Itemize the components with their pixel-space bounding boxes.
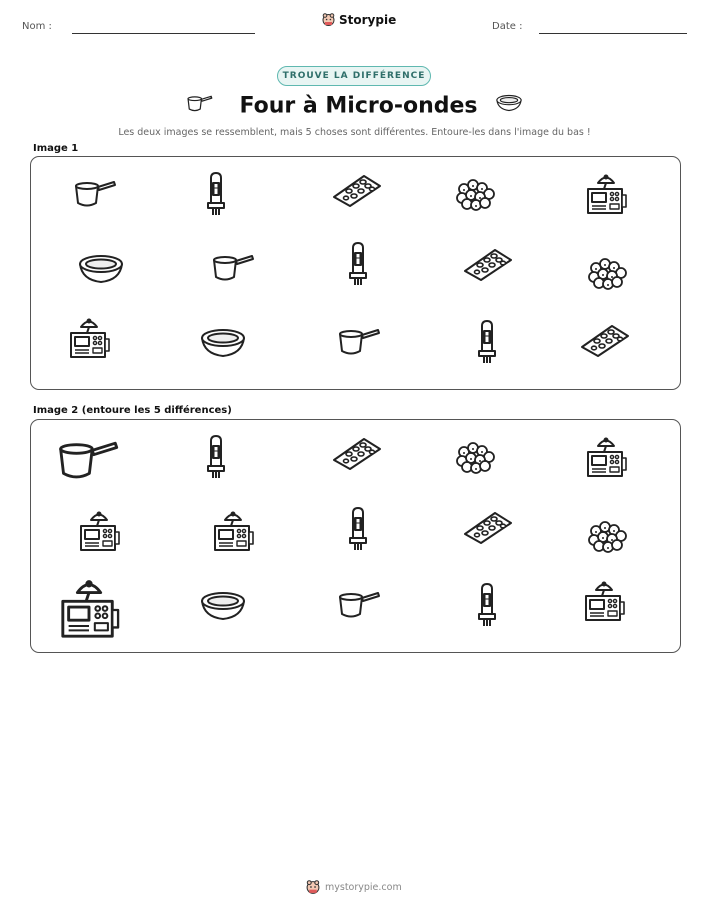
date-line[interactable] — [539, 33, 687, 34]
popcorn-icon — [454, 176, 498, 212]
mascot-icon — [322, 13, 335, 27]
vacuum-tube-icon[interactable] — [474, 582, 500, 628]
bowl-icon — [494, 92, 524, 120]
saucepan-icon — [335, 325, 381, 357]
page-title: Four à Micro-ondes — [0, 92, 709, 120]
footer-url: mystorypie.com — [325, 882, 402, 893]
tray-icon — [331, 173, 383, 209]
brand-logo — [322, 13, 396, 27]
popcorn-icon — [586, 255, 630, 291]
bowl-icon — [197, 325, 249, 361]
mascot-icon — [306, 880, 320, 895]
image1-panel — [30, 156, 681, 390]
saucepan-icon[interactable] — [335, 588, 381, 620]
footer — [306, 880, 402, 895]
bowl-icon[interactable] — [197, 588, 249, 624]
microwave-icon — [584, 173, 628, 217]
microwave-icon[interactable] — [211, 510, 255, 554]
microwave-icon[interactable] — [57, 578, 121, 642]
saucepan-icon — [209, 251, 255, 283]
name-label: Nom : — [22, 21, 52, 32]
instructions: Les deux images se ressemblent, mais 5 choses sont différentes. Entoure-les dans l'image du bas ! — [118, 127, 591, 138]
date-label: Date : — [492, 21, 523, 32]
tray-icon[interactable] — [462, 510, 514, 546]
saucepan-icon — [185, 93, 213, 119]
tray-icon — [579, 323, 631, 359]
popcorn-icon[interactable] — [586, 518, 630, 554]
activity-badge: TROUVE LA DIFFÉRENCE — [277, 66, 431, 86]
microwave-icon[interactable] — [584, 436, 628, 480]
vacuum-tube-icon — [203, 171, 229, 217]
vacuum-tube-icon[interactable] — [345, 506, 371, 552]
saucepan-icon — [71, 177, 117, 209]
bowl-icon — [75, 251, 127, 287]
microwave-icon[interactable] — [582, 580, 626, 624]
vacuum-tube-icon — [474, 319, 500, 365]
saucepan-icon[interactable] — [53, 436, 120, 482]
name-line[interactable] — [72, 33, 255, 34]
tray-icon[interactable] — [331, 436, 383, 472]
image2-panel[interactable] — [30, 419, 681, 653]
panel1-label: Image 1 — [33, 143, 79, 154]
popcorn-icon[interactable] — [454, 439, 498, 475]
vacuum-tube-icon[interactable] — [203, 434, 229, 480]
microwave-icon — [67, 317, 111, 361]
microwave-icon[interactable] — [77, 510, 121, 554]
vacuum-tube-icon — [345, 241, 371, 287]
panel2-label: Image 2 (entoure les 5 différences) — [33, 405, 232, 416]
tray-icon — [462, 247, 514, 283]
brand-name: Storypie — [339, 13, 397, 27]
